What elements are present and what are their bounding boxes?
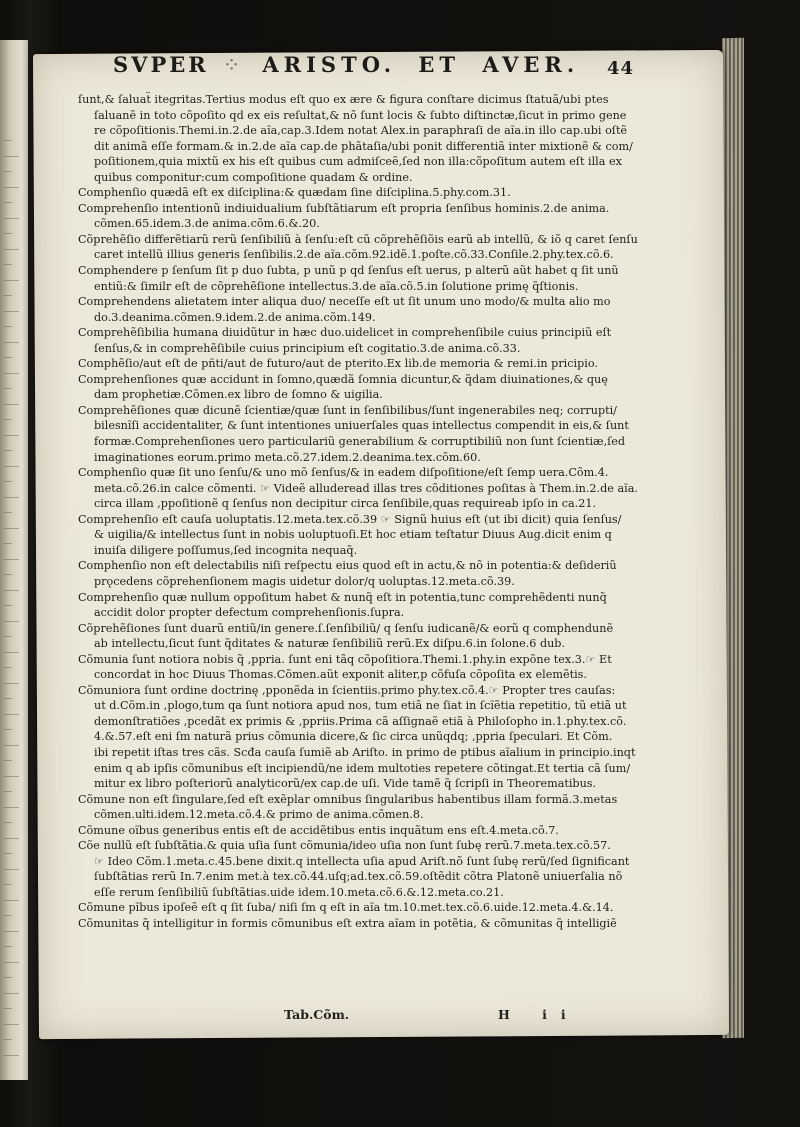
facing-page-line-trace [4,171,12,172]
facing-page-line-trace [4,667,12,668]
entry-continuation-line: formæ.Comprehenſiones uero particulariũ generabilium & corruptibiliũ non ſunt ſcientiæ,ſed [94,435,626,449]
entry-continuation-line: dit animã eſſe formam.& in.2.de aĩa cap.de phãtaſia/ubi ponit differentiã inter mixtionẽ & com/ [94,139,633,153]
facing-page-line-trace [4,264,12,265]
entry-first-line: Cõmuniora ſunt ordine doctrinę ,pponẽda in ſcientiis.primo phy.tex.cõ.4.☞ Propter tres cauſas: [78,683,616,697]
facing-page-line-trace [4,435,19,436]
facing-page-line-trace [4,729,12,730]
entry-first-line: Comprehẽſiones quæ dicunẽ ſcientiæ/quæ ſunt in ſenſibilibus/ſunt ingenerabiles neq; corrupti/ [78,403,617,417]
index-entry [78,356,680,372]
entry-continuation-line: ſenſus,& in comprehẽſibile cuius principium eſt cogitatio.3.de anima.cõ.33. [94,341,521,355]
index-entry [78,900,680,916]
index-entry [78,652,680,683]
facing-page-line-trace [4,218,19,219]
facing-page-line-trace [4,791,12,792]
facing-page-line-trace [4,559,19,560]
facing-page-line-trace [4,869,19,870]
facing-page-line-trace [4,156,19,157]
entry-continuation-line: do.3.deanima.cõmen.9.idem.2.de anima.cõm.149. [94,310,376,324]
entry-first-line: Comphendere p ſenſum ſit p duo ſubta, p unũ p qd ſenſus eſt uerus, p alterũ aũt habet q ſit unũ [78,264,619,278]
facing-page-line-trace [4,1008,12,1009]
entry-continuation-line: ut d.Cõm.in ,plogo,tum qa ſunt notiora apud nos, tum etiã ne ſiat in ſcĩẽtia repetitio, tũ etiã ut [94,699,627,713]
facing-page-line-trace [4,574,12,575]
facing-page-line-trace [4,404,19,405]
entry-continuation-line: inuiſa diligere poſſumus,ſed incognita nequaq̃. [94,543,358,557]
facing-page-line-trace [4,683,19,684]
entry-continuation-line: quibus componitur:cum compoſitione quadam & ordine. [94,170,413,184]
entry-first-line: Comprehendens alietatem inter aliqua duo/ neceſſe eſt ut ſit unum uno modo/& multa alio mo [78,295,611,309]
facing-page-line-trace [4,776,19,777]
entry-continuation-line: imaginationes eorum.primo meta.cõ.27.idem.2.deanima.tex.cõm.60. [94,450,481,464]
facing-page-line-trace [4,1039,12,1040]
entry-continuation-line: bilesnĩſi accidentaliter, & ſunt intentiones uniuerſales quas intellectus compendit in eis,& ſunt [94,419,629,433]
facing-page-line-trace [4,807,19,808]
facing-page-line-trace [4,900,19,901]
entry-continuation-line: dam prophetiæ.Cõmen.ex libro de ſomno & uigilia. [94,388,383,402]
entry-first-line: Cõmunia ſunt notiora nobis q̃ ,ppria. ſunt eni tãq cõpoſitiora.Themi.1.phy.in expõne tex.3.☞ Et [78,652,612,666]
index-entry [78,465,680,512]
text-body [78,92,680,932]
facing-page-line-trace [4,450,12,451]
facing-page-line-trace [4,295,12,296]
entry-continuation-line: poſitionem,quia mixtũ ex his eſt quibus cum admiſceẽ,ſed non illa:cõpoſitum autem eſt illa ex [94,155,622,169]
facing-page-line-trace [4,745,19,746]
entry-first-line: Comprehẽſibilia humana diuidũtur in hæc duo.uidelicet in comprehenſibile cuius principiũ eſt [78,326,612,340]
facing-page-line-trace [4,822,12,823]
entry-first-line: Comphenſio non eſt delectabilis niſi reſpectu eius quod eſt in actu,& nõ in potentia:& deſideriũ [78,559,617,573]
facing-page-line-trace [4,342,19,343]
index-entry [78,823,680,839]
facing-page-line-trace [4,590,19,591]
facing-page-line-trace [4,388,12,389]
running-head-right: ARISTO. ET AVER. [262,52,580,77]
facing-page-line-trace [4,652,19,653]
entry-first-line: Comprehenſio intentionũ indiuidualium ſubſtãtiarum eſt propria ſenſibus hominis.2.de anima. [78,201,610,215]
entry-continuation-line: meta.cõ.26.in calce cõmenti. ☞ Videẽ alluderead illas tres cõditiones poſitas à Them.in.2.de aĩa. [94,481,638,495]
index-entry [78,403,680,465]
entry-first-line: Comphẽſio/aut eſt de pñti/aut de futuro/aut de pterito.Ex lib.de memoria & remi.in pricipio. [78,357,598,371]
facing-page-line-trace [4,636,12,637]
index-entry [78,185,680,201]
entry-first-line: Cõmune pĩbus ipoſeẽ eſt q ſit ſuba/ niſi ſm q eſt in aĩa tm.10.met.tex.cõ.6.uide.12.meta.4.&.14. [78,901,614,915]
entry-first-line: ſunt,& ſaluat̃ itegritas.Tertius modus eſt quo ex ære & figura conſtare dicimus ſtatuã/ubi ptes [78,93,609,106]
facing-page-line-trace [4,233,12,234]
index-entry [78,512,680,559]
signature-mark: H ii [498,1007,580,1022]
entry-first-line: Comprehenſiones quæ accidunt in ſomno,quædã ſomnia dicuntur,& q̃dam diuinationes,& quę [78,372,608,386]
facing-page-line-trace [4,466,19,467]
entry-continuation-line: ſubſtãtias rerũ In.7.enim met.à tex.cõ.44.uſq;ad.tex.cõ.59.oſtẽdit cõtra Platonẽ uniuerſalia nõ [94,870,623,884]
entry-continuation-line: mitur ex libro poſteriorũ analyticorũ/ex cap.de uſi. Vide tamẽ q̃ ſcripſi in Theorematibus. [94,777,597,791]
facing-page-line-trace [4,357,12,358]
entry-first-line: Cõprehẽſiones ſunt duarũ entiũ/in genere.ſ.ſenſibiliũ/ q ſenſu iudicanẽ/& eorũ q comphendunẽ [78,621,614,635]
facing-page-line-trace [4,543,12,544]
page-footer [96,1007,656,1023]
header-ornament: ⁘ [222,53,241,77]
facing-page-line-trace [4,1024,19,1025]
facing-page-line-trace [4,621,19,622]
index-entry [78,263,680,294]
entry-first-line: Comphenſio quædã eſt ex diſciplina:& quædam ſine diſciplina.5.phy.com.31. [78,186,511,200]
facing-page-line-trace [4,853,12,854]
folio-number: 44 [606,58,634,79]
index-entry [78,92,680,185]
facing-page-line-trace [4,140,12,141]
running-header [80,52,640,82]
facing-page-line-trace [4,884,12,885]
facing-page-line-trace [4,1055,19,1056]
index-entry [78,683,680,792]
entry-continuation-line: enim q ab ipſis cõmunibus eſt incipiendũ/ne idem multoties repetere cõtingat.Et tertia cã ſum/ [94,761,631,775]
entry-continuation-line: caret intellũ illius generis ſenſibilis.2.de aĩa.cõm.92.idẽ.1.poſte.cõ.33.Conſile.2.phy.tex.cõ.6. [94,248,614,262]
facing-page-line-trace [4,528,19,529]
facing-page-line-trace [4,931,19,932]
index-entry [78,590,680,621]
facing-page-line-trace [4,714,19,715]
facing-page-line-trace [4,311,19,312]
index-entry [78,201,680,232]
entry-continuation-line: prǫcedens cõprehenſionem magis uidetur dolor/q uoluptas.12.meta.cõ.39. [94,574,515,588]
entry-first-line: Cõe nullũ eſt ſubſtãtia.& quia uſia ſunt cõmunia/ideo uſia non ſunt ſubę rerũ.7.meta.tex.cõ.57. [78,839,611,853]
facing-page-line-trace [4,946,12,947]
entry-first-line: Comprehenſio quæ nullum oppoſitum habet & nunq̃ eſt in potentia,tunc comprehẽdenti nunq̃ [78,590,607,604]
facing-page-line-trace [4,187,19,188]
facing-page-line-trace [4,497,19,498]
facing-page-line-trace [4,512,12,513]
entry-continuation-line: re cõpoſitionis.Themi.in.2.de aĩa,cap.3.Idem notat Alex.in paraphraſi de aĩa.in illo cap.ubi oſtẽ [94,124,628,138]
entry-continuation-line: ſaluanẽ in toto cõpoſito qd ex eis reſultat,& nõ ſunt locis & ſubto diſtinctæ,ſicut in primo gene [94,108,627,122]
facing-page-line-trace [4,760,12,761]
facing-page-line-trace [4,838,19,839]
entry-continuation-line: circa illam ,ppoſitionẽ q ſenſus non decipitur circa ſenſibile,quas requireab ipſo in ca.21. [94,497,597,511]
entry-continuation-line: & uigilia/& intellectus ſunt in nobis uoluptuoſi.Et hoc etiam teſtatur Diuus Aug.dicit enim q [94,528,612,542]
facing-page-line-trace [4,605,12,606]
catchword: Tab.Cõm. [284,1007,350,1022]
index-entry [78,232,680,263]
entry-continuation-line: 4.&.57.eſt eni ſm naturã prius cõmunia dicere,& ſic circa unũqdq; ,ppria ſpeculari. Et Cõm. [94,730,613,744]
index-entry [78,325,680,356]
entry-first-line: Comphenſio quæ ſit uno ſenſu/& uno mõ ſenſus/& in eadem diſpoſitione/eſt ſemp uera.Cõm.4. [78,466,609,480]
entry-continuation-line: cõmen.65.idem.3.de anima.cõm.6.&.20. [94,217,320,231]
entry-continuation-line: ☞ Ideo Cõm.1.meta.c.45.bene dixit.q intellecta uſia apud Ariſt.nõ ſunt ſubę rerũ/ſed ſignificant [94,854,630,868]
facing-page-edge [0,40,28,1080]
index-entry [78,838,680,900]
entry-first-line: Cõmunitas q̃ intelligitur in formis cõmunibus eſt extra aĩam in potẽtia, & cõmunitas q̃ intelligiẽ [78,916,617,930]
facing-page-line-trace [4,977,12,978]
facing-page-line-trace [4,962,19,963]
entry-continuation-line: cõmen.ulti.idem.12.meta.cõ.4.& primo de anima.cõmen.8. [94,808,424,822]
entry-continuation-line: concordat in hoc Diuus Thomas.Cõmen.aũt exponit aliter,p cõfuſa cõpoſita ex elemẽtis. [94,668,587,682]
entry-continuation-line: eſſe rerum ſenſibiliũ ſubſtãtias.uide idem.10.meta.cõ.6.&.12.meta.co.21. [94,885,504,899]
facing-page-line-trace [4,326,12,327]
index-entry [78,792,680,823]
entry-first-line: Cõprehẽſio differẽtiarũ rerũ ſenſibiliũ à ſenſu:eſt cũ cõprehẽſiõis earũ ab intellũ, & iõ q caret ſenſu [78,232,638,246]
entry-continuation-line: ab intellectu,ſicut ſunt q̃ditates & naturæ ſenſibiliũ rerũ.Ex diſpu.6.in ſolone.6 dub. [94,637,566,651]
entry-first-line: Comprehenſio eſt cauſa uoluptatis.12.meta.tex.cõ.39 ☞ Signũ huius eſt (ut ibi dicit) quia ſenſus/ [78,512,622,526]
facing-page-line-trace [4,280,19,281]
index-entry [78,294,680,325]
entry-continuation-line: entiũ:& ſimilr eſt de cõprehẽſione intellectus.3.de aĩa.cõ.5.in ſolutione primę q̃ſtionis. [94,279,579,293]
entry-first-line: Cõmune oĩbus generibus entis eſt de accidẽtibus entis inquãtum ens eſt.4.meta.cõ.7. [78,823,559,837]
facing-page-line-trace [4,249,19,250]
entry-first-line: Cõmune non eſt ſingulare,ſed eſt exẽplar omnibus ſingularibus habentibus illam formã.3.metas [78,792,618,806]
running-head-left: SVPER [113,52,209,77]
index-entry [78,621,680,652]
entry-continuation-line: demonſtratiões ,pcedãt ex primis & ,ppriis.Prima cã aſſignaẽ etiã à Philoſopho in.1.phy.tex.cõ. [94,714,627,728]
facing-page-line-trace [4,698,12,699]
entry-continuation-line: ibi repetit iſtas tres cãs. Scđa cauſa ſumiẽ ab Ariſto. in primo de ptibus aĩalium in principio.inqt [94,745,636,759]
facing-page-line-trace [4,915,12,916]
facing-page-line-trace [4,202,12,203]
index-entry [78,372,680,403]
facing-page-line-trace [4,373,19,374]
entry-continuation-line: accidit dolor propter defectum comprehenſionis.ſupra. [94,606,405,620]
facing-page-line-trace [4,419,12,420]
index-entry [78,558,680,589]
facing-page-line-trace [4,481,12,482]
facing-page-line-trace [4,993,19,994]
index-entry [78,916,680,932]
